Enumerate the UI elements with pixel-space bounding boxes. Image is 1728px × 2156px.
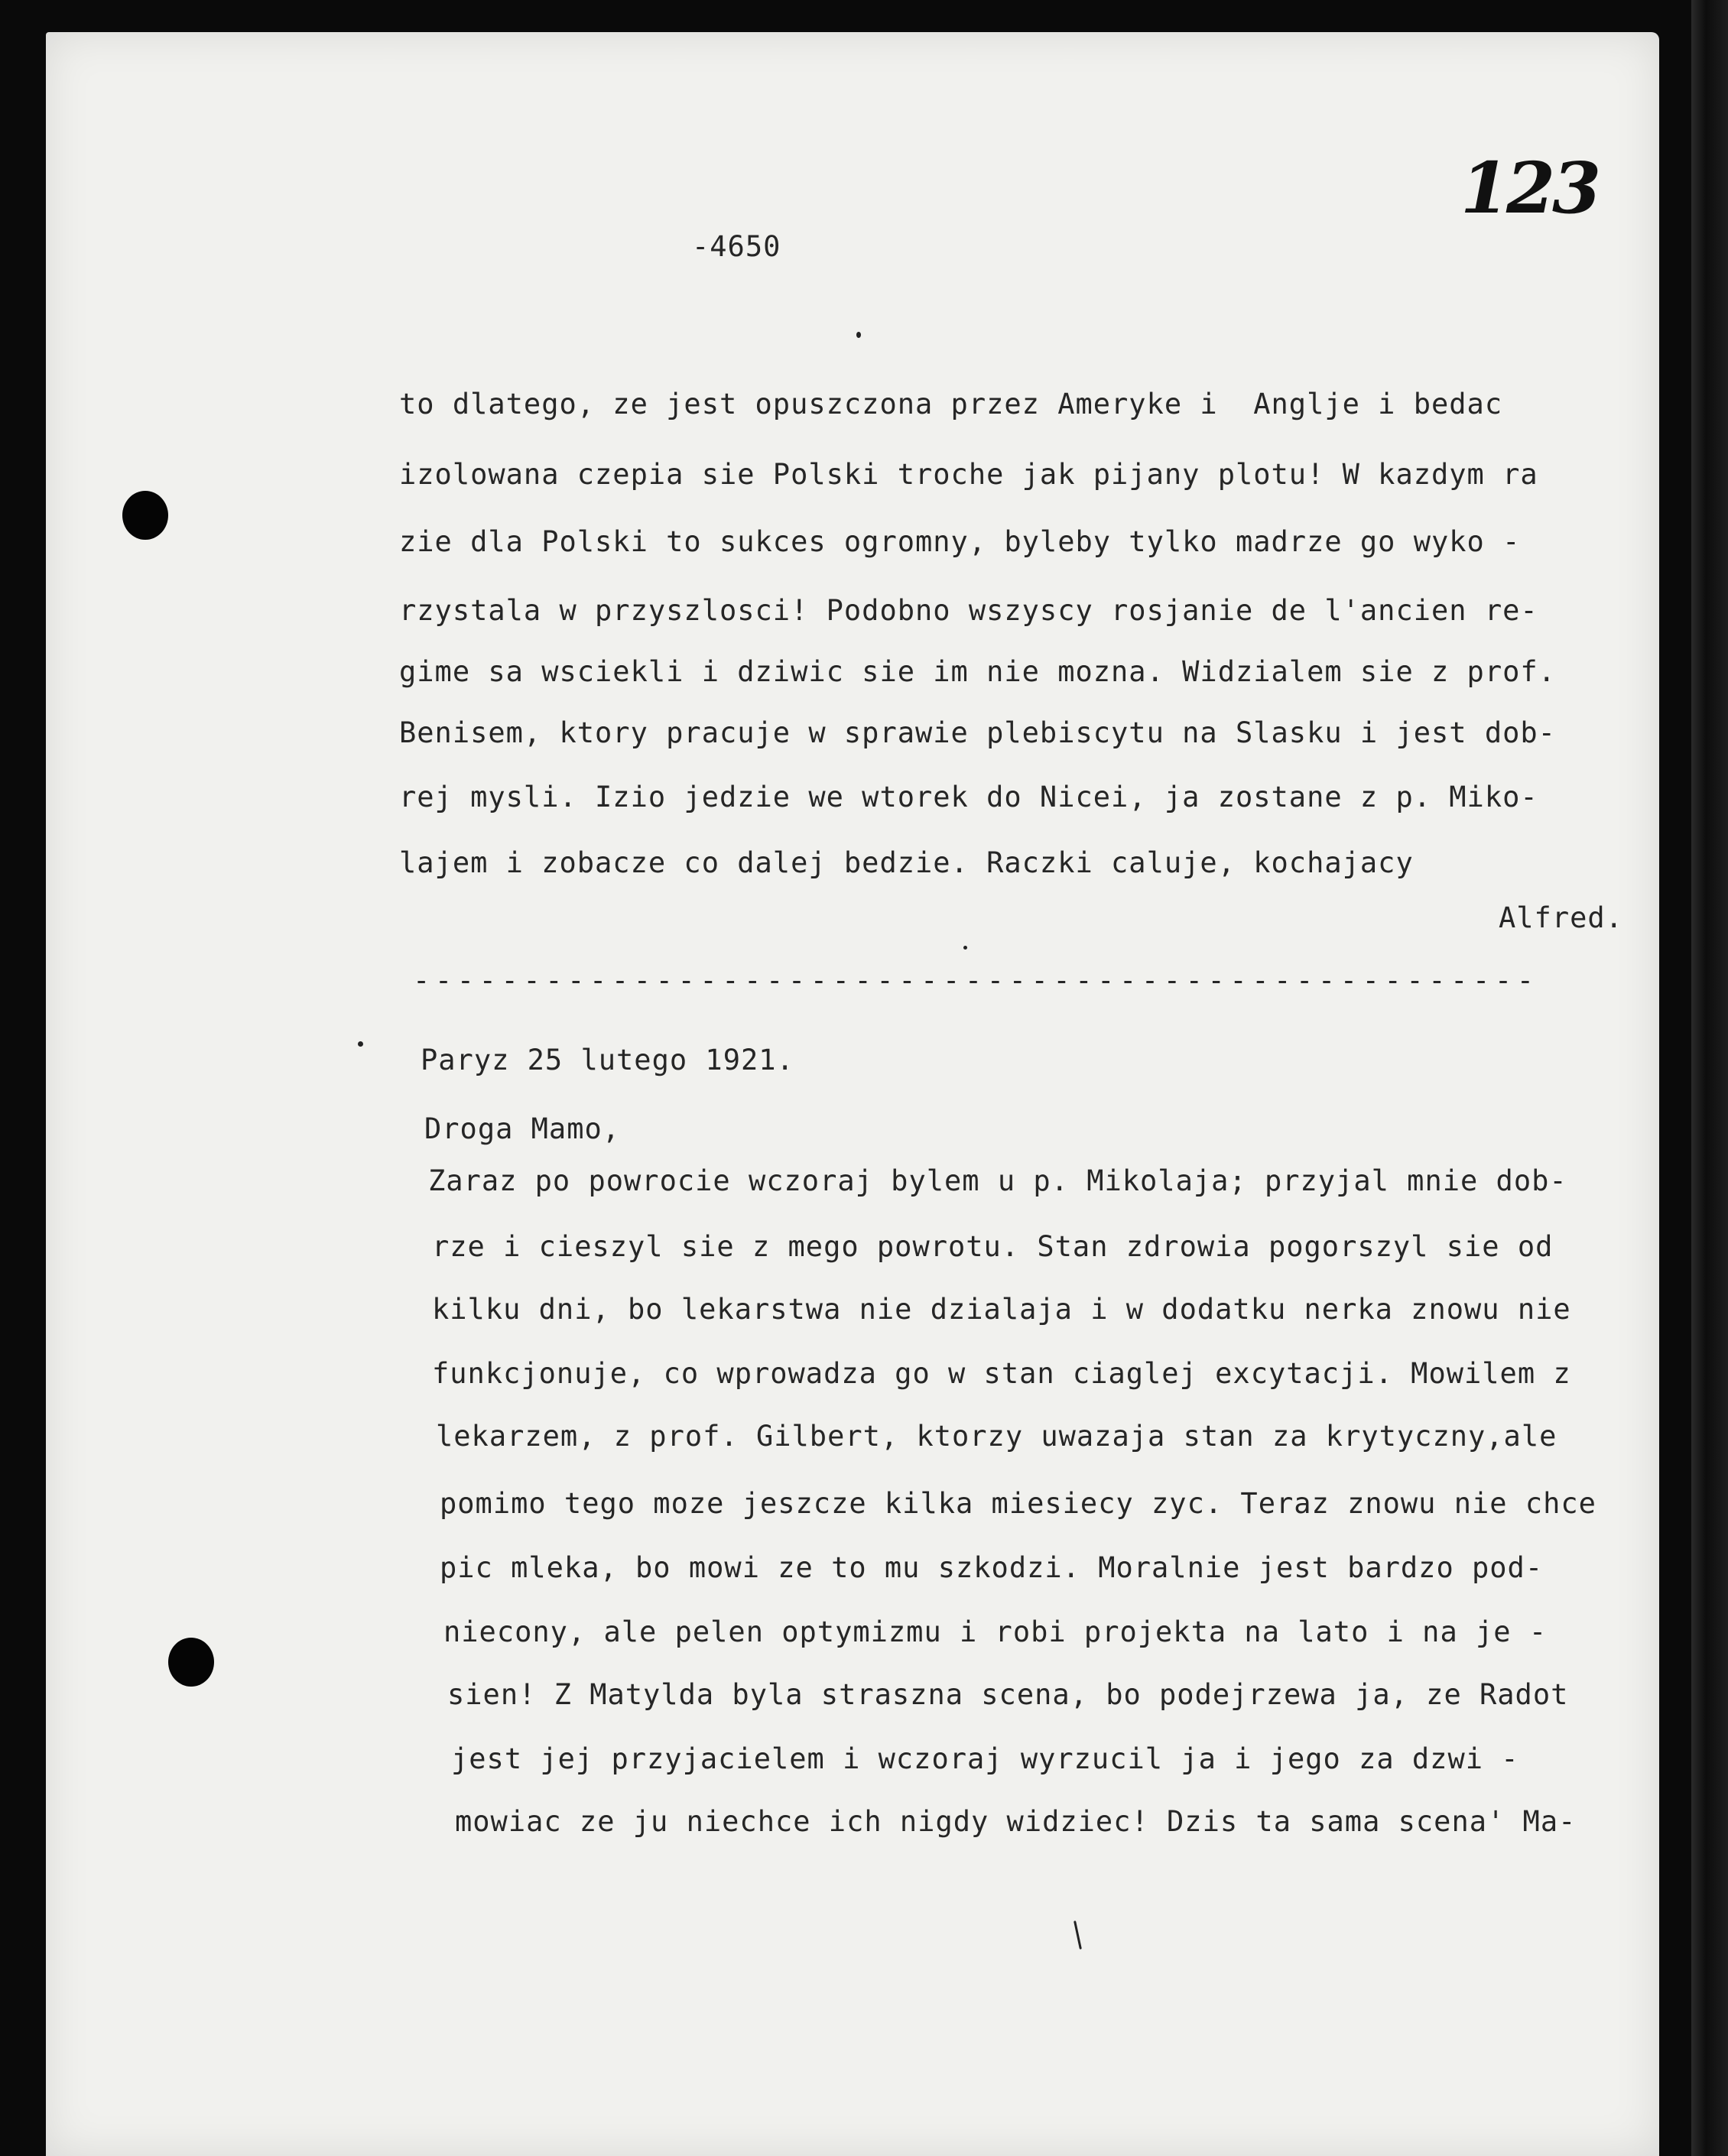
letter-line: lekarzem, z prof. Gilbert, ktorzy uwazaja stan za krytyczny,ale [436,1420,1557,1453]
letter-line: Zaraz po powrocie wczoraj bylem u p. Mikolaja; przyjal mnie dob- [428,1164,1567,1197]
letter-line: funkcjonuje, co wprowadza go w stan ciaglej excytacji. Mowilem z [432,1357,1571,1390]
folio-number: 123 [1460,147,1599,229]
punch-hole-top [122,491,168,540]
separator-line: --------------------------------------------------- [413,964,1539,997]
letter-line: pomimo tego moze jeszcze kilka miesiecy zyc. Teraz znowu nie chce [440,1487,1596,1520]
letter-line: niecony, ale pelen optymizmu i robi projekta na lato i na je - [443,1615,1548,1648]
scan-speck [1074,1921,1082,1950]
letter-line: to dlatego, ze jest opuszczona przez Ameryke i Anglje i bedac [399,388,1503,420]
letter-line: lajem i zobacze co dalej bedzie. Raczki caluje, kochajacy [399,846,1414,879]
letter-line: mowiac ze ju niechce ich nigdy widziec! Dzis ta sama scena' Ma- [455,1805,1577,1838]
signature: Alfred. [1499,901,1623,934]
letter-line: rzystala w przyszlosci! Podobno wszyscy rosjanie de l'ancien re- [399,594,1538,627]
letter-line: kilku dni, bo lekarstwa nie dzialaja i w dodatku nerka znowu nie [432,1293,1571,1326]
scan-speck [963,946,967,950]
document-page [46,32,1659,2156]
letter-line: jest jej przyjacielem i wczoraj wyrzucil ja i jego za dzwi - [451,1742,1519,1775]
dateline: Paryz 25 lutego 1921. [421,1044,794,1076]
salutation: Droga Mamo, [424,1112,621,1145]
film-edge [1691,0,1728,2156]
letter-line: zie dla Polski to sukces ogromny, byleby tylko madrze go wyko - [399,525,1521,558]
scan-speck [358,1041,363,1047]
letter-line: rze i cieszyl sie z mego powrotu. Stan zdrowia pogorszyl sie od [432,1230,1554,1263]
letter-line: Benisem, ktory pracuje w sprawie plebiscytu na Slasku i jest dob- [399,716,1556,749]
letter-line: sien! Z Matylda byla straszna scena, bo podejrzewa ja, ze Radot [447,1678,1569,1711]
letter-line: pic mleka, bo mowi ze to mu szkodzi. Moralnie jest bardzo pod- [440,1551,1544,1584]
letter-line: gime sa wsciekli i dziwic sie im nie mozna. Widzialem sie z prof. [399,655,1556,688]
page-number: -4650 [692,230,781,263]
letter-line: izolowana czepia sie Polski troche jak pijany plotu! W kazdym ra [399,458,1538,491]
letter-line: rej mysli. Izio jedzie we wtorek do Nicei, ja zostane z p. Miko- [399,781,1538,813]
scan-speck [856,332,861,338]
punch-hole-bottom [168,1638,214,1687]
